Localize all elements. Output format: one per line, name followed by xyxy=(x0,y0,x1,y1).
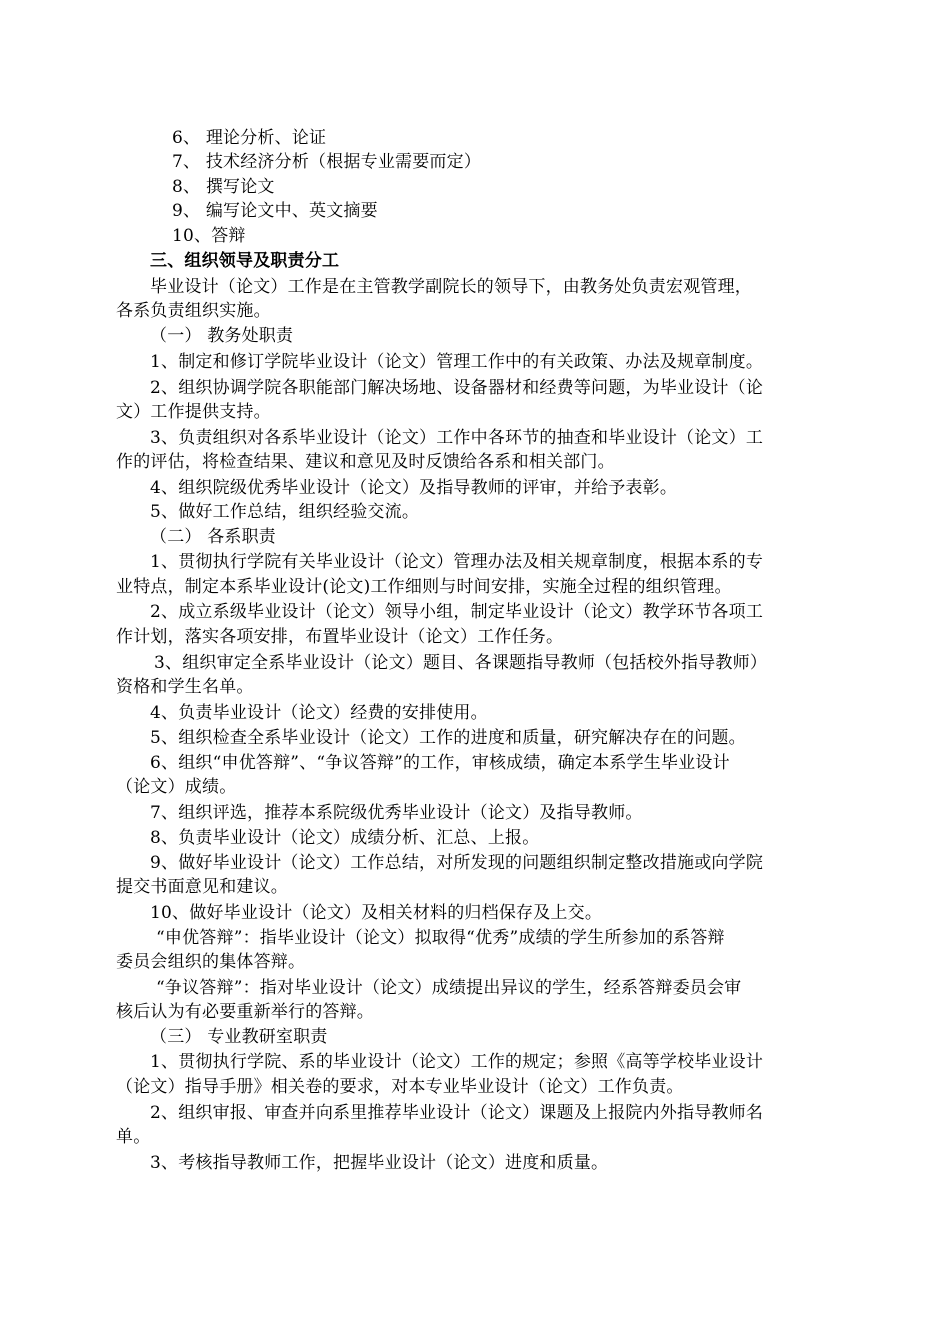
paragraph-line: 5、组织检查全系毕业设计（论文）工作的进度和质量，研究解决存在的问题。 xyxy=(150,728,746,748)
paragraph-line: 业特点，制定本系毕业设计(论文)工作细则与时间安排，实施全过程的组织管理。 xyxy=(116,577,732,597)
paragraph-line: 10、做好毕业设计（论文）及相关材料的归档保存及上交。 xyxy=(150,903,603,923)
list-item: 9、 编写论文中、英文摘要 xyxy=(172,201,378,221)
subsection-title: （三） 专业教研室职责 xyxy=(150,1027,328,1047)
paragraph-line: “申优答辩”：指毕业设计（论文）拟取得“优秀”成绩的学生所参加的系答辩 xyxy=(156,928,725,948)
paragraph-line: 提交书面意见和建议。 xyxy=(116,877,288,897)
paragraph-line: 8、负责毕业设计（论文）成绩分析、汇总、上报。 xyxy=(150,828,540,848)
list-item: 7、 技术经济分析（根据专业需要而定） xyxy=(172,152,482,172)
paragraph-line: 资格和学生名单。 xyxy=(116,677,254,697)
paragraph-line: 1、制定和修订学院毕业设计（论文）管理工作中的有关政策、办法及规章制度。 xyxy=(150,352,764,372)
paragraph-line: “争议答辩”：指对毕业设计（论文）成绩提出异议的学生，经系答辩委员会审 xyxy=(156,978,742,998)
paragraph-line: 2、成立系级毕业设计（论文）领导小组，制定毕业设计（论文）教学环节各项工 xyxy=(150,602,764,622)
paragraph-line: 文）工作提供支持。 xyxy=(116,402,271,422)
subsection-title: （一） 教务处职责 xyxy=(150,326,294,346)
paragraph-line: 2、组织审报、审查并向系里推荐毕业设计（论文）课题及上报院内外指导教师名 xyxy=(150,1103,764,1123)
list-item: 10、答辩 xyxy=(172,226,246,246)
paragraph-line: 4、负责毕业设计（论文）经费的安排使用。 xyxy=(150,703,488,723)
paragraph-line: 作计划，落实各项安排，布置毕业设计（论文）工作任务。 xyxy=(116,627,564,647)
paragraph-line: 7、组织评选，推荐本系院级优秀毕业设计（论文）及指导教师。 xyxy=(150,803,643,823)
subsection-title: （二） 各系职责 xyxy=(150,527,277,547)
paragraph-line: 2、组织协调学院各职能部门解决场地、设备器材和经费等问题，为毕业设计（论 xyxy=(150,378,764,398)
paragraph-line: （论文）指导手册》相关卷的要求，对本专业毕业设计（论文）工作负责。 xyxy=(116,1077,684,1097)
paragraph-line: 9、做好毕业设计（论文）工作总结，对所发现的问题组织制定整改措施或向学院 xyxy=(150,853,764,873)
paragraph-line: 3、考核指导教师工作，把握毕业设计（论文）进度和质量。 xyxy=(150,1153,609,1173)
paragraph-line: 核后认为有必要重新举行的答辩。 xyxy=(116,1002,374,1022)
paragraph-line: 3、负责组织对各系毕业设计（论文）工作中各环节的抽查和毕业设计（论文）工 xyxy=(150,428,764,448)
paragraph-line: （论文）成绩。 xyxy=(116,777,237,797)
paragraph-line: 各系负责组织实施。 xyxy=(116,301,271,321)
paragraph-line: 1、贯彻执行学院有关毕业设计（论文）管理办法及相关规章制度，根据本系的专 xyxy=(150,552,764,572)
paragraph-line: 6、组织“申优答辩”、“争议答辩”的工作，审核成绩，确定本系学生毕业设计 xyxy=(150,753,730,773)
paragraph-line: 4、组织院级优秀毕业设计（论文）及指导教师的评审，并给予表彰。 xyxy=(150,478,678,498)
paragraph-line: 毕业设计（论文）工作是在主管教学副院长的领导下，由教务处负责宏观管理， xyxy=(150,277,752,297)
paragraph-line: 单。 xyxy=(116,1127,151,1147)
section-heading: 三、组织领导及职责分工 xyxy=(150,251,340,271)
list-item: 6、 理论分析、论证 xyxy=(172,128,327,148)
paragraph-line: 作的评估，将检查结果、建议和意见及时反馈给各系和相关部门。 xyxy=(116,452,615,472)
paragraph-line: 委员会组织的集体答辩。 xyxy=(116,952,306,972)
paragraph-line: 5、做好工作总结，组织经验交流。 xyxy=(150,502,420,522)
paragraph-line: 1、贯彻执行学院、系的毕业设计（论文）工作的规定；参照《高等学校毕业设计 xyxy=(150,1052,764,1072)
paragraph-line: 3、组织审定全系毕业设计（论文）题目、各课题指导教师（包括校外指导教师） xyxy=(154,653,768,673)
list-item: 8、 撰写论文 xyxy=(172,177,275,197)
